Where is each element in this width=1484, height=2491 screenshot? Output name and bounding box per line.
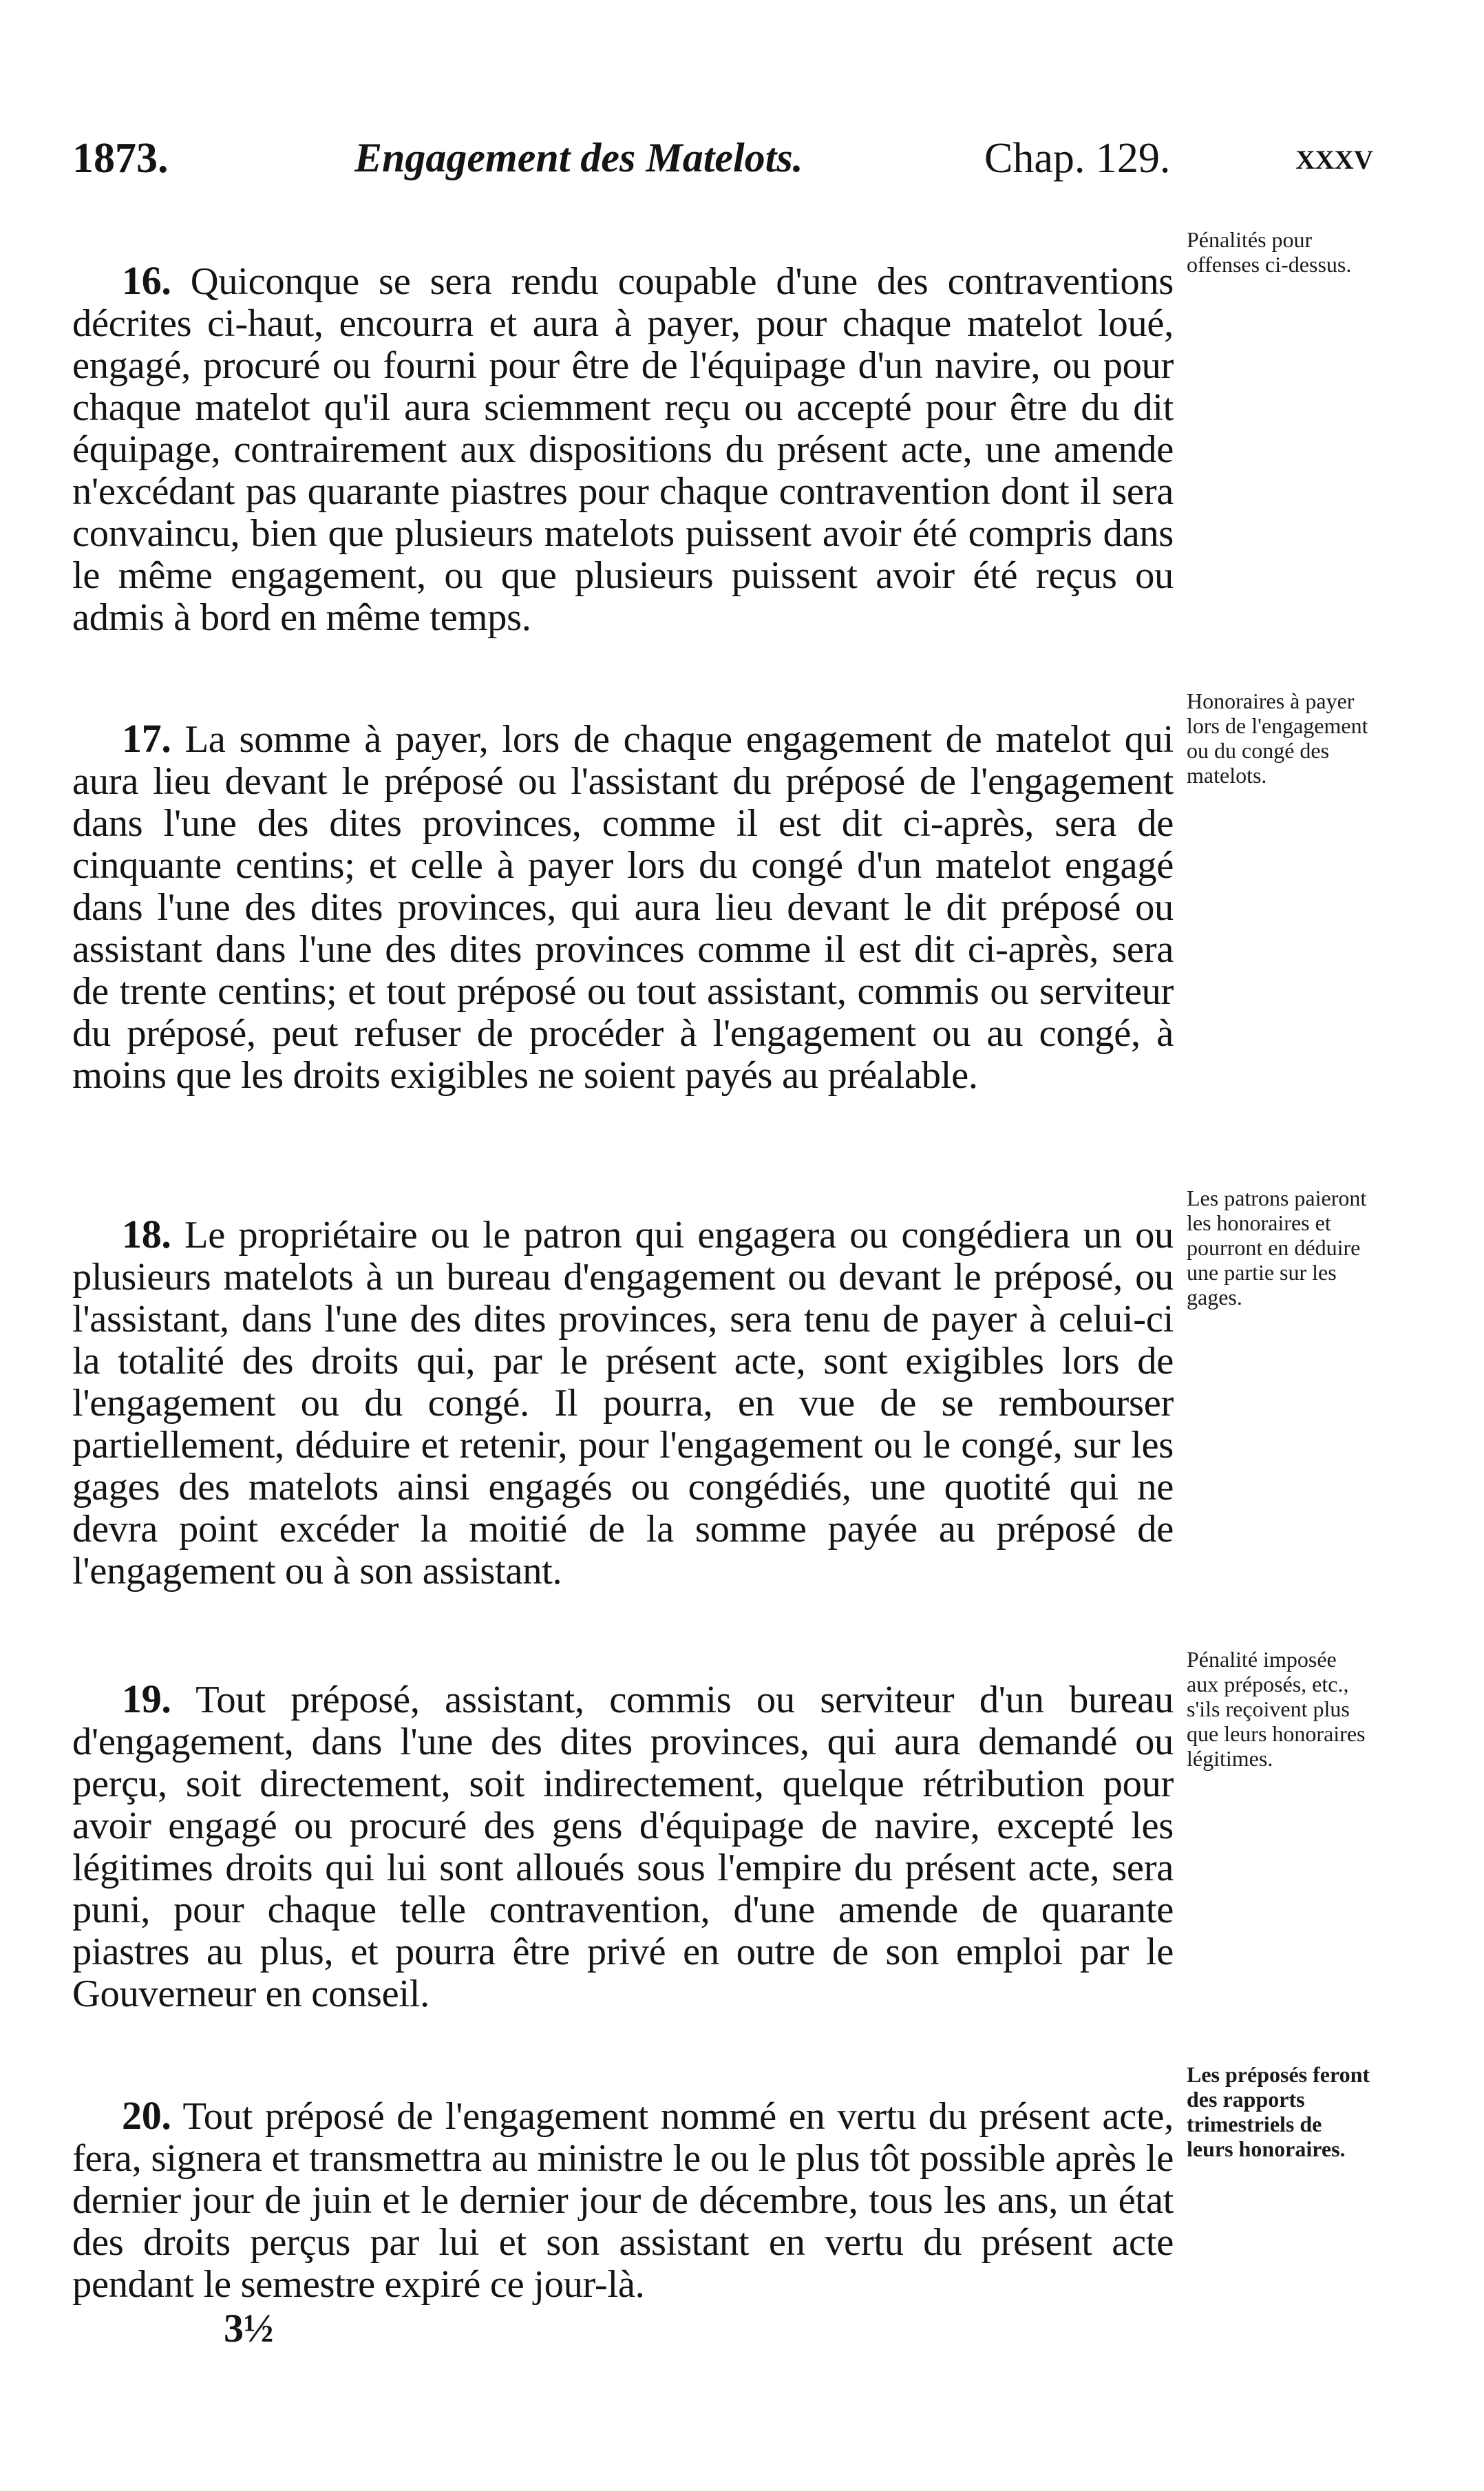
section-number: 17.	[122, 715, 171, 761]
margin-note-17: Honoraires à payer lors de l'engagement ou du congé des matelots.	[1187, 689, 1368, 788]
section-16	[72, 257, 1174, 639]
section-number: 19.	[122, 1676, 171, 1721]
section-20	[72, 2094, 1174, 2306]
section-text: Quiconque se sera rendu coupable d'une des contraventions décrites ci-haut, encourra et aura à payer, pour chaque matelot loué, engagé, procuré ou fourni pour être de l'équipage d'un navire, ou pour chaque matelot qu'il aura sciemment reçu ou accepté pour être du dit équipage, contrairement aux dispositions du présent acte, une amende n'excédant pas quarante piastres pour chaque contravention dont il sera convaincu, bien que plusieurs matelots puissent avoir été compris dans le même engagement, ou que plusieurs puissent avoir été reçus ou admis à bord en même temps.	[72, 260, 1174, 639]
margin-note-18: Les patrons paieront les honoraires et pourront en déduire une partie sur les gages.	[1187, 1186, 1367, 1310]
section-text: Tout préposé de l'engagement nommé en vertu du présent acte, fera, signera et transmettra au ministre le ou le plus tôt possible après le dernier jour de juin et le dernier jour de décembre, tous les ans, un état des droits perçus par lui et son assistant en vertu du présent acte pendant le semestre expiré ce jour-là.	[72, 2094, 1174, 2306]
margin-note-19: Pénalité imposée aux préposés, etc., s'ils reçoivent plus que leurs honoraires légitimes.	[1187, 1647, 1366, 1771]
margin-note-20: Les préposés feront des rapports trimestriels de leurs honoraires.	[1187, 2062, 1370, 2161]
header-title: Engagement des Matelots.	[354, 135, 803, 180]
section-text: La somme à payer, lors de chaque engagement de matelot qui aura lieu devant le préposé ou l'assistant du préposé de l'engagement dans l'une des dites provinces, comme il est dit ci-après, sera de cinquante centins; et celle à payer lors du congé d'un matelot engagé dans l'une des dites provinces, qui aura lieu devant le dit préposé ou assistant dans l'une des dites provinces comme il est dit ci-après, sera de trente centins; et tout préposé ou tout assistant, commis ou serviteur du préposé, peut refuser de procéder à l'engagement ou au congé, à moins que les droits exigibles ne soient payés au préalable.	[72, 717, 1174, 1097]
section-19	[72, 1678, 1174, 2015]
running-head	[72, 134, 1373, 189]
section-number: 18.	[122, 1211, 171, 1257]
header-chapter: Chap. 129.	[984, 135, 1171, 182]
section-17	[72, 717, 1174, 1097]
signature-mark: 3½	[224, 2306, 274, 2351]
section-text: Tout préposé, assistant, commis ou serviteur d'un bureau d'engagement, dans l'une des dites provinces, qui aura demandé ou perçu, soit directement, soit indirectement, quelque rétribution pour avoir engagé ou procuré des gens d'équipage de navire, excepté les légitimes droits qui lui sont alloués sous l'empire du présent acte, sera puni, pour chaque telle contravention, d'une amende de quarante piastres au plus, et pourra être privé en outre de son emploi par le Gouverneur en conseil.	[72, 1678, 1174, 2015]
section-text: Le propriétaire ou le patron qui engagera ou congédiera un ou plusieurs matelots à un bureau d'engagement ou devant le préposé, ou l'assistant, dans l'une des dites provinces, sera tenu de payer à celui-ci la totalité des droits qui, par le présent acte, sont exigibles lors de l'engagement ou du congé. Il pourra, en vue de se rembourser partiellement, déduire et retenir, pour l'engagement ou le congé, sur les gages des matelots ainsi engagés ou congédiés, une quotité qui ne devra point excéder la moitié de la somme payée au préposé de l'engagement ou à son assistant.	[72, 1213, 1174, 1593]
section-number: 20.	[122, 2092, 171, 2138]
margin-note-16: Pénalités pour offenses ci-dessus.	[1187, 227, 1352, 277]
section-18	[72, 1213, 1174, 1593]
header-folio: xxxv	[1295, 135, 1373, 178]
header-year: 1873.	[72, 135, 169, 182]
section-number: 16.	[122, 257, 171, 303]
